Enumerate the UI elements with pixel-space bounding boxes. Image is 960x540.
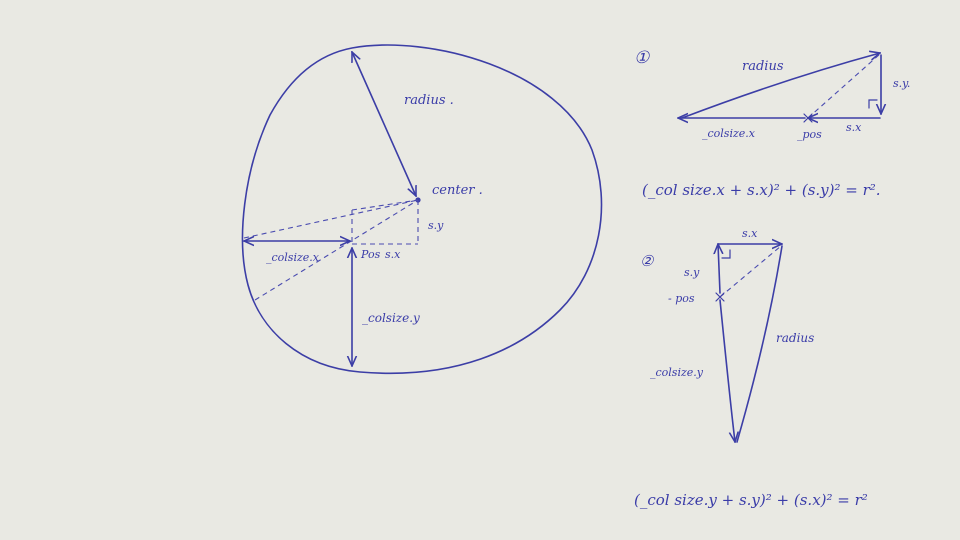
case2-sy-arrow [718,244,720,293]
case2-pos-label: - pos [668,292,695,305]
case1-colsize-x-label: _colsize.x [702,127,755,140]
pos-label: Pos [361,248,381,261]
sx-label: s.x [385,248,401,261]
case2-dashed-line [720,246,781,297]
case2-right-angle-mark [722,250,730,258]
colsize-x-label: _colsize.x [266,251,319,264]
case1-right-angle-mark [869,100,877,108]
case2-number: ② [640,252,654,270]
case1-pos-label: _pos [797,128,822,141]
case2-sx-label: s.x [742,227,758,240]
case2-colsize-y-label: _colsize.y [650,366,703,379]
case1-sy-label: s.y. [893,77,911,90]
case1-diagram [634,48,910,199]
case2-diagram [634,227,868,509]
circle-diagram [243,45,602,373]
radius-label: radius . [404,93,454,108]
dashed-line-top [352,200,418,210]
case2-colsize-y-arrow [720,300,735,442]
case1-radius-label: radius [742,59,784,74]
case1-equation: (_col size.x + s.x)² + (s.y)² = r². [642,181,881,199]
sy-label: s.y [428,219,444,232]
case1-number: ① [634,48,650,68]
dashed-diagonal-upper [244,200,418,238]
center-label: center . [432,183,483,198]
case2-sy-label: s.y [684,266,700,279]
radius-arrow [352,52,416,196]
case2-radius-label: radius [776,331,815,345]
case1-sx-label: s.x [846,121,862,134]
colsize-y-label: _colsize.y [362,311,420,325]
case2-equation: (_col size.y + s.y)² + (s.x)² = r² [634,491,868,509]
